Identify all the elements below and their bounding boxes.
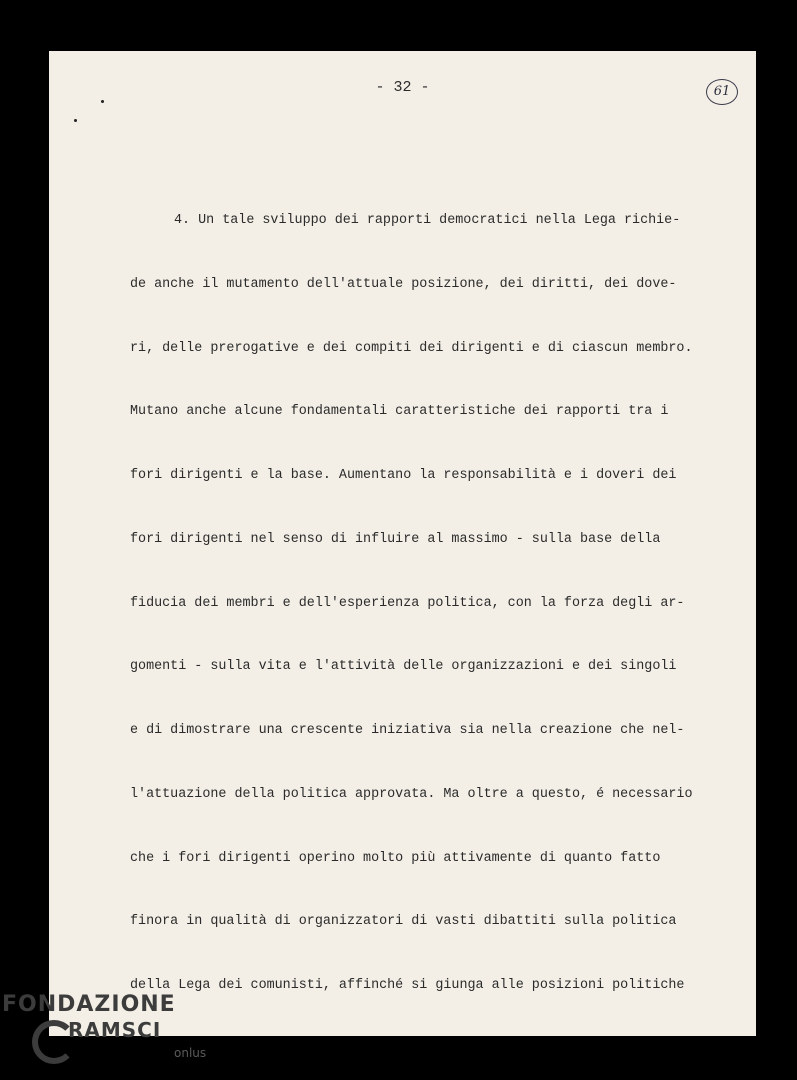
document-page <box>49 51 756 1036</box>
logo-subtext: onlus <box>174 1046 207 1060</box>
fondazione-gramsci-logo <box>2 992 232 1080</box>
paragraph <box>130 168 756 1037</box>
paper-mark <box>74 119 77 122</box>
text-line: ri, delle prerogative e dei compiti dei dirigenti e di ciascun membro. <box>130 340 693 356</box>
archive-number-stamp: 61 <box>706 79 738 105</box>
text-line: fiducia dei membri e dell'esperienza politica, con la forza degli ar- <box>130 595 685 611</box>
text-line: de anche il mutamento dell'attuale posizione, dei diritti, dei dove- <box>130 276 677 292</box>
text-line: fori dirigenti nel senso di influire al massimo - sulla base della <box>130 531 661 547</box>
text-line: l'attuazione della politica approvata. Ma oltre a questo, é necessario <box>130 786 693 802</box>
paper-mark <box>101 100 104 103</box>
text-line: e di dimostrare una crescente iniziativa sia nella creazione che nel- <box>130 723 685 738</box>
text-line: 4. Un tale sviluppo dei rapporti democratici nella Lega richie- <box>174 213 681 228</box>
logo-text-line2: RAMSCI <box>68 1018 162 1042</box>
text-line: della Lega dei comunisti, affinché si giunga alle posizioni politiche <box>130 978 685 993</box>
text-line: fori dirigenti e la base. Aumentano la responsabilità e i doveri dei <box>130 468 677 483</box>
text-line: finora in qualità di organizzatori di vasti dibattiti sulla politica <box>130 914 677 930</box>
document-body <box>130 125 756 1036</box>
text-line: Mutano anche alcune fondamentali caratteristiche dei rapporti tra i <box>130 404 669 420</box>
page-number: - 32 - <box>375 79 430 96</box>
text-line: gomenti - sulla vita e l'attività delle organizzazioni e dei singoli <box>130 659 677 675</box>
logo-text-line1: FONDAZIONE <box>2 992 176 1017</box>
text-line: che i fori dirigenti operino molto più attivamente di quanto fatto <box>130 850 661 866</box>
